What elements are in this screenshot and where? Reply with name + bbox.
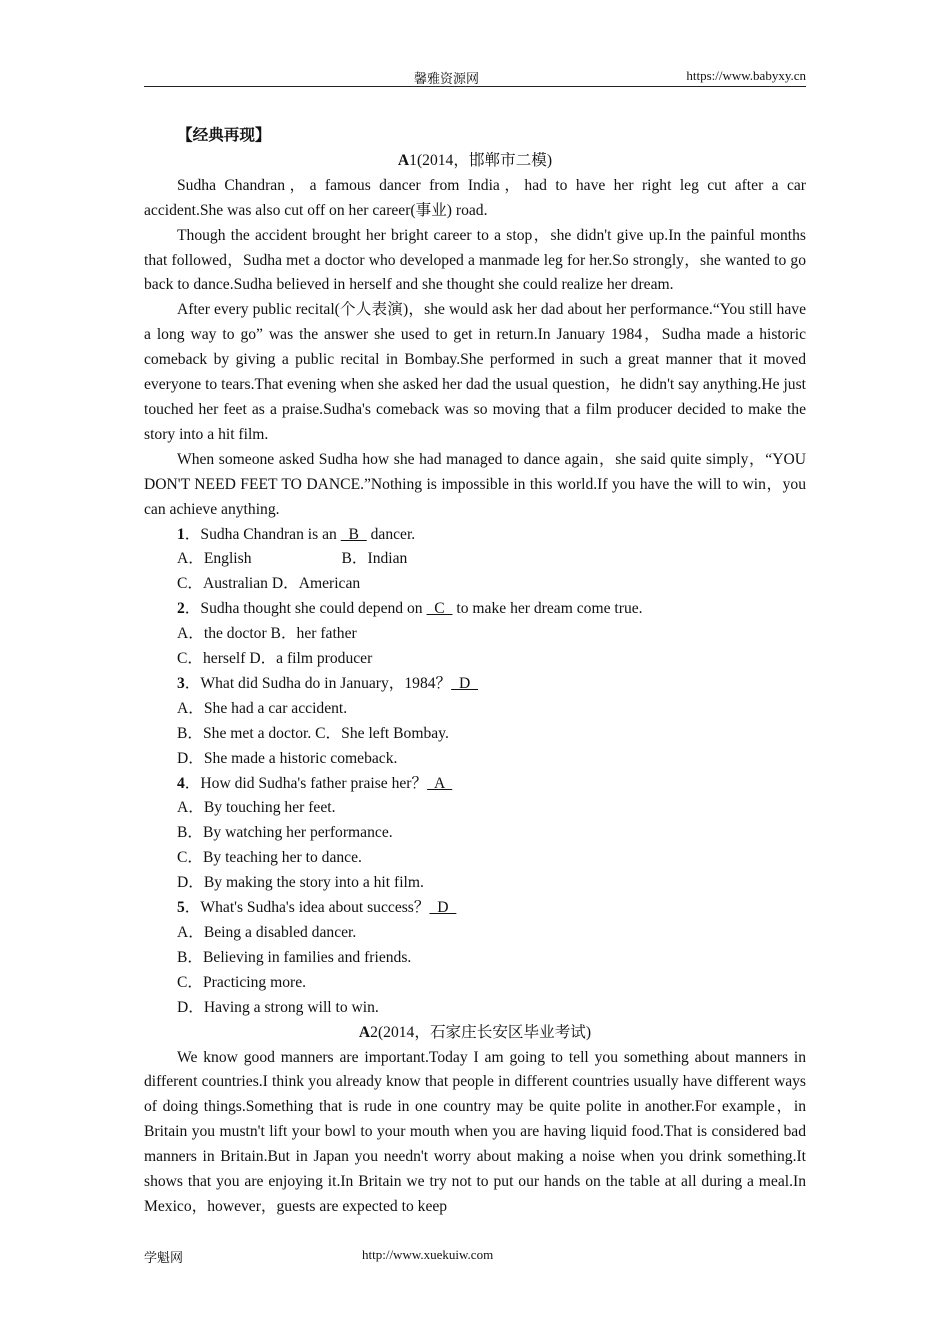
question-5-option-b: B．Believing in families and friends. [177, 948, 412, 966]
answer-blank: B [340, 525, 367, 543]
question-5-option-c: C．Practicing more. [177, 973, 307, 991]
question-1-options-cd: C．Australian D．American [177, 575, 361, 593]
question-1-options-ab [144, 547, 806, 572]
passage-a1-label: A [397, 151, 410, 169]
question-1 [144, 523, 806, 548]
passage-a1-paragraph: After every public recital(个人表演)，she would ask her dad about her performance.“You still have a long way to go” was the answer she used to get in return.In January 1984，Sudha made a historic comeback by giving a public recital in Bombay.She performed in such a great manner that it moved everyone to tears.That evening when she asked her dad the usual question，he didn't say anything.He just touched her feet as a praise.Sudha's comeback was so moving that a film producer decided to make the story into a hit film. [144, 301, 806, 443]
question-3-option-d: D．She made a historic comeback. [177, 749, 398, 767]
question-4-option-b: B．By watching her performance. [177, 824, 393, 842]
passage-a1-paragraph: When someone asked Sudha how she had managed to dance again，she said quite simply，“YOU DON'T NEED FEET TO DANCE.”Nothing is impossible in this world.If you have the will to win，you can achieve anything. [144, 450, 806, 518]
passage-a2-source: 2(2014，石家庄长安区毕业考试) [370, 1023, 592, 1041]
question-text-end: to make her dream come true. [452, 600, 643, 618]
answer-blank: C [426, 600, 453, 618]
header-url: https://www.babyxy.cn [686, 68, 806, 83]
question-2-options-cd: C．herself D．a film producer [177, 650, 373, 668]
question-5-option-a: A．Being a disabled dancer. [177, 924, 357, 941]
passage-a2-paragraph: We know good manners are important.Today I am going to tell you something about manners in different countries.I think you already know that people in different countries usually have different ways of doing things.Something that is rude in one country may be quite polite in another.For example，in Britain you mustn't lift your bowl to your mouth when you are having liquid food.That is considered bad manners in Britain.But in Japan you needn't worry about making a noise when you drink something.It shows that you are enjoying it.In Britain we try not to put our hands on the table at all during a meal.In Mexico，however，guests are expected to keep [144, 1048, 806, 1215]
question-5-option-d: D．Having a strong will to win. [177, 998, 379, 1016]
question-number: 3 [177, 674, 185, 692]
question-4-option-c: C．By teaching her to dance. [177, 849, 362, 867]
question-number: 4 [177, 774, 185, 792]
passage-a1-source: 1(2014，邯郸市二模) [409, 151, 553, 169]
question-4-option-d: D．By making the story into a hit film. [177, 874, 424, 892]
question-2-options-ab: A．the doctor B．her father [177, 625, 357, 643]
section-title: 【经典再现】 [177, 127, 271, 144]
question-text: ．How did Sudha's father praise her？ [184, 774, 428, 792]
answer-blank: D [429, 899, 457, 917]
question-2 [144, 597, 806, 622]
question-4 [144, 772, 806, 797]
question-text-end: dancer. [366, 525, 416, 543]
passage-a1-paragraph: Sudha Chandran，a famous dancer from India，had to have her right leg cut after a car accident.She was also cut off on her career(事业) road. [144, 176, 806, 219]
question-3-option-a: A．She had a car accident. [177, 699, 348, 717]
option: A．English [177, 550, 252, 568]
question-text: ．What did Sudha do in January，1984？ [184, 674, 452, 692]
passage-a1-paragraph: Though the accident brought her bright career to a stop，she didn't give up.In the painful months that followed，Sudha met a doctor who developed a manmade leg for her.So strongly，she wanted to go back to dance.Sudha believed in herself and she thought she could realize her dream. [144, 226, 806, 294]
answer-blank: D [451, 674, 479, 692]
question-5 [144, 896, 806, 921]
page-footer [144, 1247, 806, 1266]
footer-url: http://www.xuekuiw.com [362, 1247, 494, 1262]
passage-a2-label: A [358, 1023, 371, 1041]
passage-a1-title [144, 149, 806, 174]
footer-site-name: 学魁网 [144, 1250, 184, 1265]
question-text: ．Sudha thought she could depend on [184, 600, 427, 618]
question-text: ．What's Sudha's idea about success？ [184, 899, 430, 917]
question-number: 5 [177, 899, 185, 917]
document-body [144, 124, 806, 1220]
header-site-name: 馨雅资源网 [414, 71, 480, 86]
answer-blank: A [427, 774, 453, 792]
question-4-option-a: A．By touching her feet. [177, 799, 336, 817]
question-text: ．Sudha Chandran is an [184, 525, 341, 543]
question-number: 2 [177, 600, 185, 618]
option: B．Indian [341, 550, 408, 568]
question-number: 1 [177, 525, 185, 543]
question-3-options-bc: B．She met a doctor. C．She left Bombay. [177, 724, 449, 742]
page-header [144, 66, 806, 87]
question-3 [144, 672, 806, 697]
passage-a2-title [144, 1021, 806, 1046]
